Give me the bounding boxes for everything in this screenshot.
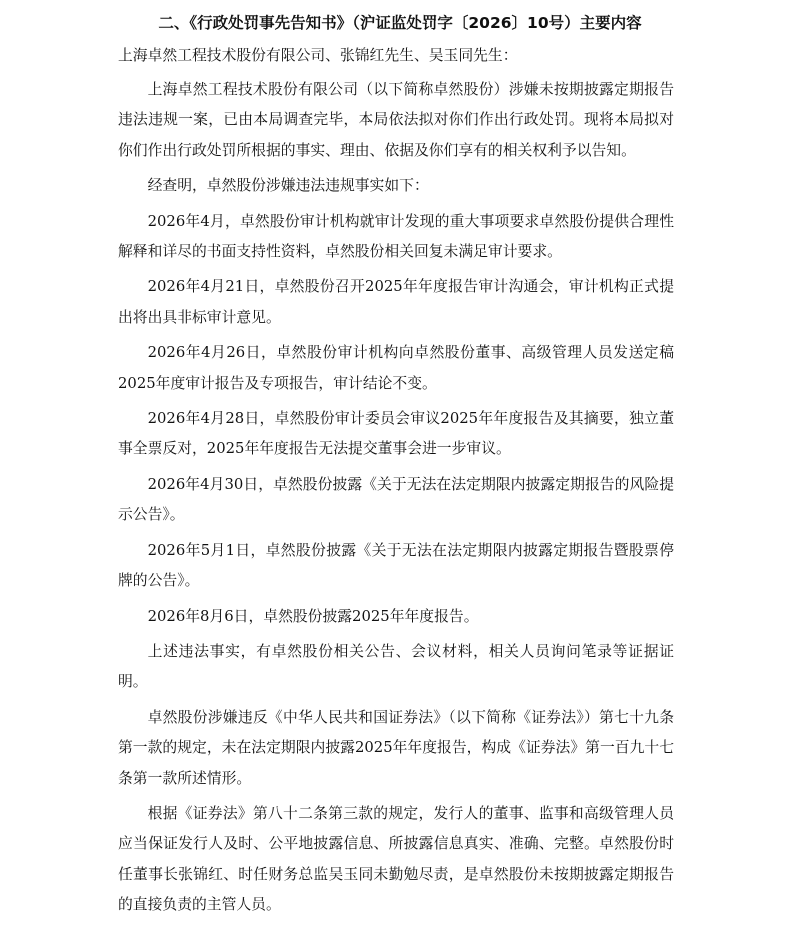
paragraph-responsibility: 根据《证券法》第八十二条第三款的规定，发行人的董事、监事和高级管理人员应当保证发行人及时、公平地披露信息、所披露信息真实、准确、完整。卓然股份时任董事长张锦红、时任财务总监吴玉同未勤勉尽责，是卓然股份未按期披露定期报告的直接负责的主管人员。 — [118, 804, 674, 914]
paragraph-fact-april: 2026年4月，卓然股份审计机构就审计发现的重大事项要求卓然股份提供合理性解释和详尽的书面支持性资料，卓然股份相关回复未满足审计要求。 — [118, 212, 674, 261]
paragraph-fact-aug-6: 2026年8月6日，卓然股份披露2025年年度报告。 — [147, 607, 479, 625]
paragraph-fact-april-21: 2026年4月21日，卓然股份召开2025年年度报告审计沟通会，审计机构正式提出将出具非标审计意见。 — [118, 278, 674, 326]
paragraph-fact-may-1: 2026年5月1日，卓然股份披露《关于无法在法定期限内披露定期报告暨股票停牌的公告》。 — [118, 541, 674, 590]
paragraph-violation: 卓然股份涉嫌违反《中华人民共和国证券法》（以下简称《证券法》）第七十九条第一款的规定，未在法定期限内披露2025年年度报告，构成《证券法》第一百九十七条第一款所述情形。 — [118, 708, 674, 787]
paragraph-fact-april-26: 2026年4月26日，卓然股份审计机构向卓然股份董事、高级管理人员发送定稿2025年度审计报告及专项报告，审计结论不变。 — [118, 344, 674, 392]
paragraph-intro: 上海卓然工程技术股份有限公司（以下简称卓然股份）涉嫌未按期披露定期报告违法违规一案，已由本局调查完毕，本局依法拟对你们作出行政处罚。现将本局拟对你们作出行政处罚所根据的事实、理由、依据及你们享有的相关权利予以告知。 — [118, 81, 674, 159]
paragraph-fact-april-28: 2026年4月28日，卓然股份审计委员会审议2025年年度报告及其摘要，独立董事全票反对，2025年年度报告无法提交董事会进一步审议。 — [118, 410, 674, 458]
paragraph-findings-lead: 经查明，卓然股份涉嫌违法违规事实如下： — [147, 177, 429, 195]
paragraph-evidence: 上述违法事实，有卓然股份相关公告、会议材料，相关人员询问笔录等证据证明。 — [118, 642, 674, 691]
paragraph-fact-april-30: 2026年4月30日，卓然股份披露《关于无法在法定期限内披露定期报告的风险提示公告》。 — [118, 475, 674, 524]
document-body — [118, 75, 674, 926]
addressee-line: 上海卓然工程技术股份有限公司、张锦红先生、吴玉同先生： — [118, 47, 518, 64]
section-heading: 二、《行政处罚事先告知书》（沪证监处罚字〔2026〕10号）主要内容 — [158, 14, 642, 32]
